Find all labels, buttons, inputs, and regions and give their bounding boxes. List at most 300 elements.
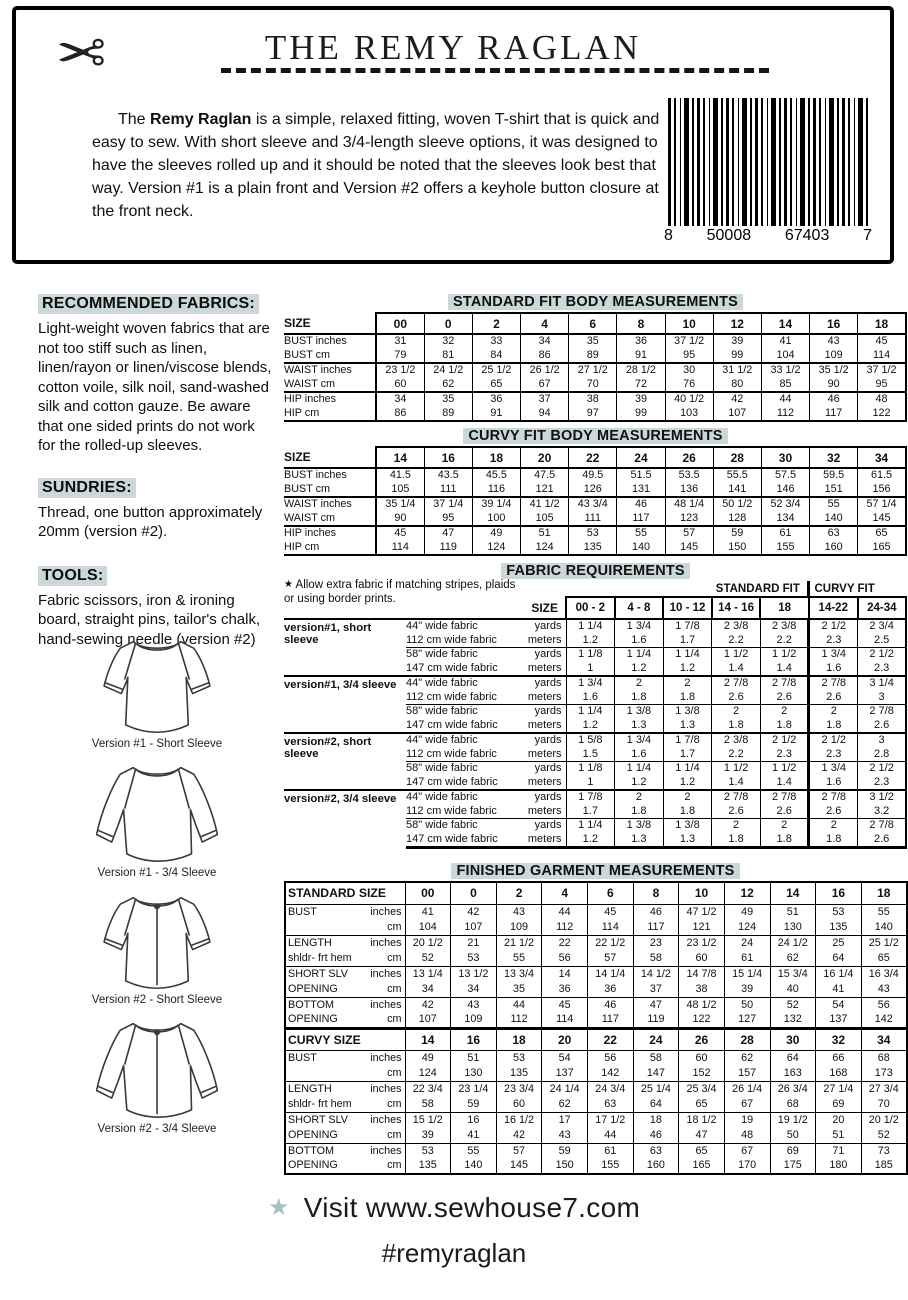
cell-line: 2: [684, 677, 691, 689]
cell-line: 27 3/4: [868, 1083, 899, 1095]
section-body: Fabric scissors, iron & ironing board, straight pins, tailor's chalk, hand-sewing needle (version #2): [38, 591, 261, 648]
cell-line: 41 1/2: [529, 498, 560, 510]
cell-line: 1 1/4: [675, 762, 700, 774]
cell-line: 1 1/2: [723, 762, 749, 774]
cell-line: 62: [786, 951, 799, 964]
cell-line: 155: [776, 540, 795, 553]
cell-line: 58: [649, 951, 662, 964]
version-label: version#2, short sleeve: [284, 733, 406, 790]
measurement-cell: [451, 1050, 497, 1081]
cell-line: 112: [510, 1013, 528, 1025]
cell-line: 51: [832, 1128, 845, 1141]
yardage-cell: [858, 705, 907, 734]
illustration-caption: Version #1 - Short Sleeve: [91, 738, 223, 750]
cell-line: 121: [692, 920, 711, 933]
cell-line: 59: [467, 1097, 480, 1110]
measurement-cell: [816, 1050, 862, 1081]
cell-line: 1.2: [631, 661, 647, 674]
cell-line: 33 1/2: [770, 364, 801, 376]
cell-line: 146: [776, 482, 795, 495]
cell-line: 15 1/2: [412, 1114, 443, 1126]
cell-line: 53: [586, 527, 599, 539]
measurement-cell: [472, 334, 520, 363]
cell-line: 1.2: [679, 775, 696, 788]
cell-line: 37 1/2: [674, 335, 705, 347]
measurement-row: [285, 904, 907, 935]
unit-text: cm: [387, 1066, 402, 1079]
cell-line: [286, 905, 405, 920]
cell-line: 14 1/2: [640, 968, 671, 980]
section-heading: RECOMMENDED FABRICS:: [38, 294, 259, 314]
measurement-cell: [861, 935, 907, 966]
cell-line: 27 1/4: [823, 1083, 854, 1095]
illustration-caption: Version #2 - Short Sleeve: [91, 994, 223, 1006]
cell-line: 65: [695, 1097, 708, 1110]
cell-line: 112: [556, 920, 574, 933]
cell-line: 1.7: [582, 804, 598, 817]
cell-line: 58" wide fabric: [406, 648, 478, 660]
cell-line: 126: [583, 482, 602, 495]
illustration-v2-short: [44, 888, 270, 1006]
measurement-cell: [816, 997, 862, 1028]
measurement-cell: [405, 1081, 451, 1112]
cell-line: 27 1/2: [577, 364, 608, 376]
cell-line: 58: [649, 1052, 662, 1064]
cell-line: 95: [442, 511, 455, 524]
cell-line: 147 cm wide fabric: [406, 661, 498, 674]
size-col-header: 14: [770, 882, 816, 904]
cell-line: [286, 1051, 405, 1066]
barcode-digit-group: 50008: [706, 227, 752, 244]
size-col-header: 2: [472, 313, 520, 334]
description-intro: The: [118, 111, 151, 128]
cell-line: 112 cm wide fabric: [406, 747, 497, 760]
cell-line: 1.2: [582, 633, 598, 646]
cell-line: 48 1/2: [686, 998, 717, 1011]
cell-line: 37 1/2: [866, 364, 897, 376]
measurement-cell: [858, 363, 906, 392]
cell-line: 51.5: [630, 469, 652, 481]
cell-line: 49: [741, 906, 754, 918]
standard-fit-body-table: [284, 312, 907, 422]
cell-line: 26 1/4: [732, 1083, 763, 1095]
cell-line: BUST cm: [284, 348, 330, 361]
cell-line: 55.5: [726, 469, 748, 481]
size-col-header: 4: [542, 882, 588, 904]
yardage-cell: [663, 819, 712, 848]
cell-line: 62: [442, 377, 455, 390]
size-col-header: 18: [472, 447, 520, 468]
cell-line: 63: [604, 1097, 617, 1110]
measurement-cell: [761, 334, 809, 363]
cell-line: 58" wide fabric: [406, 819, 478, 831]
cell-line: 2.6: [873, 832, 890, 845]
cell-line: 15 3/4: [777, 968, 808, 980]
cell-line: 19: [741, 1114, 754, 1126]
fabric-width-label: [406, 733, 518, 762]
cell-line: 3: [878, 734, 885, 746]
measurement-cell: [542, 904, 588, 935]
cell-line: 15 1/4: [732, 968, 763, 980]
row-label: [285, 904, 405, 935]
measurement-cell: [472, 392, 520, 421]
size-header-row: [285, 882, 907, 904]
cell-line: 37: [538, 393, 551, 405]
cell-line: 112: [776, 406, 795, 419]
raglan-tee-short-drawing: [72, 632, 242, 740]
measurement-cell: [679, 1112, 725, 1143]
yardage-cell: [566, 705, 615, 734]
cell-line: 2.6: [728, 804, 744, 817]
cell-line: 2.2: [728, 747, 744, 760]
yardage-cell: [663, 762, 712, 791]
measurement-cell: [451, 1143, 497, 1174]
measurement-cell: [679, 904, 725, 935]
cell-line: 53.5: [678, 469, 700, 481]
cell-line: 57: [683, 527, 696, 539]
cell-line: 34: [421, 982, 434, 995]
cell-line: meters: [527, 718, 562, 731]
cell-line: 63: [649, 1144, 662, 1157]
yardage-cell: [760, 676, 809, 705]
cell-line: 23 1/4: [458, 1083, 489, 1095]
cell-line: 46: [827, 393, 840, 405]
cell-line: 53: [421, 1144, 434, 1157]
cell-line: 64: [832, 951, 845, 964]
cell-line: 86: [394, 406, 407, 419]
cell-line: 68: [786, 1097, 799, 1110]
cell-line: 114: [391, 540, 409, 553]
cell-line: 1 3/8: [675, 705, 700, 717]
cell-line: 2 7/8: [821, 791, 846, 803]
cell-line: 47: [695, 1128, 708, 1141]
measurement-cell: [665, 334, 713, 363]
cell-line: 51: [538, 527, 551, 539]
cell-line: 100: [487, 511, 506, 524]
cell-line: 124: [738, 920, 757, 933]
cell-line: 32: [442, 335, 455, 347]
cell-line: 41: [467, 1128, 480, 1141]
size-col-header: 24: [617, 447, 665, 468]
cell-line: 53: [467, 951, 480, 964]
cell-line: 2.6: [728, 690, 744, 703]
size-col-header: 10 - 12: [663, 597, 712, 619]
measurement-cell: [588, 1112, 634, 1143]
cell-line: 1 1/4: [578, 819, 603, 831]
measurement-cell: [724, 1143, 770, 1174]
cell-line: [286, 1097, 405, 1112]
size-col-header: 24: [633, 1028, 679, 1050]
measurement-cell: [816, 1081, 862, 1112]
size-col-header: 8: [633, 882, 679, 904]
cell-line: 17: [558, 1114, 571, 1126]
measurement-cell: [617, 392, 665, 421]
cell-line: 1.7: [679, 747, 696, 760]
measurement-cell: [569, 468, 617, 497]
label-text: LENGTH: [288, 937, 332, 949]
cell-line: 38: [586, 393, 599, 405]
cell-line: 163: [783, 1066, 802, 1079]
cell-line: 122: [872, 406, 891, 419]
cell-line: 1 5/8: [578, 734, 603, 746]
unit-text: inches: [370, 1114, 402, 1126]
cell-line: 18: [649, 1114, 662, 1126]
size-col-header: 12: [713, 313, 761, 334]
cell-line: 2.3: [826, 633, 842, 646]
cell-line: 59: [731, 527, 744, 539]
cell-line: 137: [555, 1066, 574, 1079]
measurement-cell: [633, 1143, 679, 1174]
cell-line: 65: [695, 1144, 708, 1157]
cell-line: 1.4: [728, 661, 744, 674]
cell-line: 2 1/2: [771, 734, 797, 746]
cell-line: 1: [587, 661, 594, 674]
table-title-text: STANDARD FIT BODY MEASUREMENTS: [448, 294, 743, 310]
cell-line: yards: [534, 620, 562, 632]
cell-line: 121: [535, 482, 554, 495]
measurement-cell: [816, 1143, 862, 1174]
cell-line: 49: [421, 1052, 434, 1064]
cell-line: 1 1/4: [675, 648, 700, 660]
cell-line: HIP inches: [284, 393, 337, 405]
measurement-cell: [521, 468, 569, 497]
measurement-cell: [405, 1050, 451, 1081]
unit-text: inches: [370, 968, 402, 980]
measurement-cell: [810, 497, 858, 526]
row-label: [284, 468, 376, 497]
cell-line: 38: [695, 982, 708, 995]
cell-line: 135: [829, 920, 848, 933]
yardage-cell: [858, 790, 907, 819]
cell-line: 54: [558, 1052, 571, 1064]
cell-line: 1 1/8: [578, 762, 603, 774]
fabric-width-label: [406, 762, 518, 791]
cell-line: yards: [534, 677, 562, 689]
unit-text: cm: [387, 951, 402, 964]
yardage-cell: [858, 619, 907, 648]
cell-line: yards: [534, 791, 562, 803]
cell-line: 157: [738, 1066, 757, 1079]
cell-line: 124: [487, 540, 506, 553]
size-col-header: 24-34: [858, 597, 907, 619]
cell-line: 42: [731, 393, 744, 405]
size-header-row: [285, 1028, 907, 1050]
measurement-cell: [770, 966, 816, 997]
measurement-cell: [617, 468, 665, 497]
yardage-cell: [712, 819, 761, 848]
cell-line: meters: [527, 832, 562, 845]
yardage-cell: [663, 619, 712, 648]
cell-line: 60: [513, 1097, 526, 1110]
size-col-header: 20: [521, 447, 569, 468]
measurement-cell: [405, 935, 451, 966]
label-text: OPENING: [288, 1013, 338, 1025]
size-col-header: 16: [451, 1028, 497, 1050]
cell-line: 67: [538, 377, 551, 390]
row-label: [285, 935, 405, 966]
cell-line: 142: [601, 1066, 620, 1079]
cell-line: 140: [464, 1159, 483, 1172]
cell-line: 13 1/2: [458, 968, 489, 980]
cell-line: 2 7/8: [723, 791, 749, 803]
cell-line: 35: [513, 982, 526, 995]
measurement-cell: [861, 1112, 907, 1143]
cell-line: 1.8: [631, 804, 647, 817]
cell-line: 173: [874, 1066, 893, 1079]
cell-line: 13 1/4: [412, 968, 443, 980]
cell-line: 22: [558, 937, 571, 949]
cell-line: 1 3/8: [626, 705, 652, 717]
cell-line: 145: [510, 1159, 529, 1172]
fabric-requirements-title: [284, 562, 907, 580]
tables-column: [284, 293, 907, 1175]
cell-line: 37: [649, 982, 662, 995]
cell-line: 1 7/8: [675, 620, 700, 632]
label-text: shldr- frt hem: [288, 951, 352, 964]
yardage-cell: [566, 619, 615, 648]
cell-line: 67: [741, 1144, 754, 1157]
measurement-cell: [588, 904, 634, 935]
cell-line: 140: [874, 920, 893, 933]
cell-line: 31 1/2: [722, 364, 753, 376]
yardage-cell: [712, 705, 761, 734]
cell-line: 2 7/8: [723, 677, 749, 689]
cell-line: 41: [832, 982, 845, 995]
size-col-header: 22: [569, 447, 617, 468]
yardage-cell: [809, 762, 858, 791]
cell-line: 35 1/4: [385, 498, 416, 510]
cell-line: WAIST cm: [284, 511, 335, 524]
cell-line: 2: [781, 819, 788, 831]
cell-line: 28 1/2: [625, 364, 656, 376]
section-recommended-fabrics: [38, 294, 276, 456]
cell-line: 135: [510, 1066, 529, 1079]
cell-line: 117: [601, 1013, 619, 1025]
measurement-row: [285, 1081, 907, 1112]
cell-line: 2 1/2: [869, 648, 894, 660]
unit-label: [518, 648, 566, 677]
cell-line: 56: [604, 1052, 617, 1064]
cell-line: 24: [741, 937, 754, 949]
size-col-header: 14: [761, 313, 809, 334]
cell-line: 2.8: [873, 747, 890, 760]
cell-line: [286, 1128, 405, 1143]
size-col-header: 30: [770, 1028, 816, 1050]
cell-line: 35 1/2: [818, 364, 849, 376]
raglan-tee-short-keyhole-drawing: [72, 888, 242, 996]
cell-line: 2 7/8: [869, 819, 894, 831]
cell-line: 44: [513, 998, 526, 1011]
pattern-title: THE REMY RAGLAN: [264, 28, 642, 67]
measurement-cell: [542, 1081, 588, 1112]
cell-line: 39 1/4: [481, 498, 512, 510]
measurement-cell: [451, 997, 497, 1028]
cell-line: BUST cm: [284, 482, 330, 495]
cell-line: 94: [538, 406, 551, 419]
cell-line: 23 1/2: [686, 937, 717, 949]
yardage-cell: [809, 733, 858, 762]
measurement-cell: [424, 526, 472, 555]
label-text: OPENING: [288, 1128, 338, 1141]
cell-line: 65: [877, 951, 890, 964]
cell-line: 46: [649, 906, 662, 918]
cell-line: 73: [877, 1144, 890, 1157]
cell-line: 25 1/2: [868, 937, 899, 949]
cell-line: 1.6: [631, 633, 647, 646]
size-label: STANDARD SIZE: [285, 882, 405, 904]
cell-line: 44" wide fabric: [406, 620, 478, 632]
yardage-cell: [712, 648, 761, 677]
cell-line: 59: [558, 1144, 571, 1157]
measurement-cell: [713, 468, 761, 497]
cell-line: 68: [877, 1052, 890, 1064]
measurement-cell: [542, 935, 588, 966]
measurement-cell: [588, 997, 634, 1028]
barcode-bars: [668, 98, 868, 226]
cell-line: 2.6: [776, 690, 792, 703]
size-col-header: 14: [405, 1028, 451, 1050]
cell-line: 23 1/2: [385, 364, 416, 376]
yardage-cell: [615, 790, 664, 819]
cell-line: 150: [555, 1159, 574, 1172]
measurement-cell: [496, 904, 542, 935]
cell-line: 1.8: [679, 690, 696, 703]
cell-line: 147 cm wide fabric: [406, 832, 498, 845]
cell-line: 43: [558, 1128, 571, 1141]
cell-line: 43: [513, 906, 526, 918]
cell-line: 37 1/4: [433, 498, 464, 510]
size-col-header: 00 - 2: [566, 597, 615, 619]
label-text: OPENING: [288, 1159, 338, 1172]
cell-line: 117: [647, 920, 665, 933]
measurement-cell: [724, 935, 770, 966]
size-col-header: 34: [858, 447, 906, 468]
unit-text: inches: [370, 1144, 402, 1157]
yardage-cell: [566, 819, 615, 848]
size-col-header: 00: [405, 882, 451, 904]
illustration-v2-34: [44, 1015, 270, 1135]
cell-line: 130: [464, 1066, 483, 1079]
cell-line: 147: [646, 1066, 665, 1079]
size-col-header: 10: [665, 313, 713, 334]
cell-line: 95: [875, 377, 888, 390]
measurement-cell: [770, 1050, 816, 1081]
cell-line: 89: [586, 348, 599, 361]
barcode: [664, 98, 872, 245]
measurement-cell: [861, 997, 907, 1028]
measurement-cell: [451, 1112, 497, 1143]
cell-line: 97: [586, 406, 599, 419]
size-col-header: 14-22: [809, 597, 858, 619]
measurement-cell: [861, 1081, 907, 1112]
cell-line: 152: [692, 1066, 711, 1079]
cell-line: 14 1/4: [595, 968, 626, 980]
measurement-cell: [405, 966, 451, 997]
cell-line: [286, 920, 405, 935]
cell-line: 57 1/4: [866, 498, 897, 510]
cell-line: 134: [776, 511, 795, 524]
measurement-cell: [770, 1143, 816, 1174]
row-label: [284, 334, 376, 363]
cell-line: 112 cm wide fabric: [406, 633, 497, 646]
finished-garment-table: [284, 881, 908, 1175]
cell-line: 2 1/2: [869, 762, 894, 774]
cell-line: [286, 982, 405, 997]
yardage-cell: [566, 762, 615, 791]
footer-url-text: Visit www.sewhouse7.com: [303, 1192, 641, 1223]
cell-line: 137: [829, 1013, 848, 1025]
unit-text: cm: [387, 1013, 402, 1025]
